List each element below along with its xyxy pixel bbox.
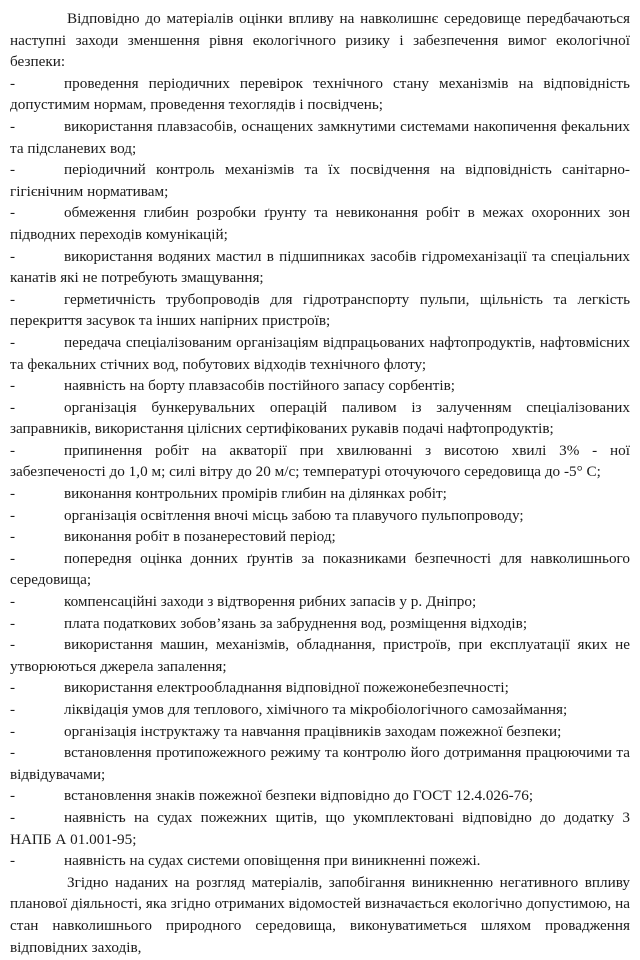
- measure-item: [10, 332, 630, 375]
- bullet-dash: -: [10, 722, 16, 740]
- measure-text: використання електрообладнання відповідної пожежонебезпечності;: [64, 679, 509, 697]
- measure-item: [10, 73, 630, 116]
- bullet-dash: -: [10, 549, 16, 567]
- measure-text: використання плавзасобів, оснащених замкнутими системами накопичення фекальних та підсланевих вод;: [10, 117, 630, 157]
- bullet-dash: -: [10, 593, 16, 611]
- bullet-dash: -: [10, 701, 16, 718]
- bullet-dash: -: [10, 787, 16, 805]
- measure-item: [10, 850, 630, 872]
- measure-item: [10, 440, 630, 483]
- measure-text: використання машин, механізмів, обладнання, пристроїв, при експлуатації яких не утворюються джерела запалення;: [10, 636, 630, 675]
- measures-list: [10, 73, 630, 872]
- bullet-dash: -: [10, 290, 16, 308]
- measure-text: організація освітлення вночі місць забою та плавучого пульпопроводу;: [64, 506, 524, 524]
- measure-item: [10, 526, 630, 548]
- bullet-dash: -: [10, 614, 16, 632]
- measure-text: припинення робіт на акваторії при хвилюванні з висотою хвилі 3% - ної забезпеченості до 1,0 м; силі вітру до 20 м/с; температурі оточуючого середовища до -5° С;: [10, 441, 630, 481]
- measure-item: [10, 591, 630, 613]
- bullet-dash: -: [10, 679, 16, 697]
- bullet-dash: -: [10, 161, 16, 179]
- measure-text: використання водяних мастил в підшипниках засобів гідромеханізації та спеціальних канатів які не потребують змащування;: [10, 247, 630, 287]
- measure-text: наявність на судах системи оповіщення при виникненні пожежі.: [64, 852, 481, 870]
- measure-text: виконання робіт в позанерестовий період;: [64, 528, 336, 546]
- measure-item: [10, 483, 630, 505]
- measure-text: обмеження глибин розробки ґрунту та невиконання робіт в межах охоронних зон підводних переходів комунікацій;: [10, 204, 630, 243]
- intro-paragraph: Відповідно до матеріалів оцінки впливу на навколишнє середовище передбачаються наступні заходи зменшення рівня екологічного ризику і забезпечення вимог екологічної безпеки:: [10, 10, 630, 71]
- measure-text: організація інструктажу та навчання працівників заходам пожежної безпеки;: [64, 722, 562, 740]
- bullet-dash: -: [10, 636, 16, 654]
- bullet-dash: -: [10, 204, 16, 222]
- bullet-dash: -: [10, 398, 16, 416]
- measure-item: [10, 116, 630, 159]
- measure-item: [10, 505, 630, 527]
- measure-text: встановлення знаків пожежної безпеки відповідно до ГОСТ 12.4.026-76;: [64, 787, 534, 805]
- bullet-dash: -: [10, 744, 16, 762]
- measure-item: [10, 613, 630, 635]
- bullet-dash: -: [10, 506, 16, 524]
- measure-text: попередня оцінка донних ґрунтів за показниками безпечності для навколишнього середовища;: [10, 549, 630, 589]
- measure-text: організація бункерувальних операцій паливом із залученням спеціалізованих заправників, використання цілісних сертифікованих рукавів подачі нафтопродуктів;: [10, 398, 630, 438]
- bullet-dash: -: [10, 117, 16, 135]
- measure-text: проведення періодичних перевірок технічного стану механізмів на відповідність допустимим нормам, проведення техоглядів і посвідчень;: [10, 74, 630, 114]
- bullet-dash: -: [10, 333, 16, 351]
- measure-text: передача спеціалізованим організаціям відпрацьованих нафтопродуктів, нафтовмісних та фекальних стічних вод, побутових відходів технічного флоту;: [10, 333, 630, 373]
- measure-item: [10, 785, 630, 807]
- measure-item: [10, 375, 630, 397]
- measure-text: компенсаційні заходи з відтворення рибних запасів у р. Дніпро;: [64, 593, 477, 611]
- bullet-dash: -: [10, 808, 16, 826]
- bullet-dash: -: [10, 485, 16, 503]
- measure-item: [10, 807, 630, 850]
- measure-text: періодичний контроль механізмів та їх посвідчення на відповідність санітарно-гігієнічним нормативам;: [10, 161, 630, 200]
- measure-item: [10, 202, 630, 245]
- measure-item: [10, 548, 630, 591]
- measure-text: плата податкових зобов’язань за забруднення вод, розміщення відходів;: [64, 614, 528, 632]
- measure-item: [10, 246, 630, 289]
- measure-item: [10, 289, 630, 332]
- bullet-dash: -: [10, 74, 16, 92]
- measure-text: наявність на судах пожежних щитів, що укомплектовані відповідно до додатку 3 НАПБ А 01.001-95;: [10, 808, 630, 848]
- measure-text: встановлення протипожежного режиму та контролю його дотримання працюючими та відвідувачами;: [10, 744, 630, 783]
- bullet-dash: -: [10, 852, 16, 870]
- measure-item: [10, 677, 630, 699]
- measure-text: виконання контрольних промірів глибин на ділянках робіт;: [64, 485, 447, 503]
- conclusion-paragraph: Згідно наданих на розгляд матеріалів, запобігання виникненню негативного впливу планової діяльності, яка згідно отриманих відомостей визначається екологічно допустимою, на стан навколишнього природного середовища, виконуватиметься шляхом провадження відповідних заходів,: [10, 873, 630, 956]
- bullet-dash: -: [10, 247, 16, 265]
- measure-item: [10, 699, 630, 721]
- measure-item: [10, 721, 630, 743]
- measure-text: герметичність трубопроводів для гідротранспорту пульпи, щільність та легкість перекриття засувок та інших напірних пристроїв;: [10, 290, 630, 330]
- bullet-dash: -: [10, 377, 16, 395]
- measure-text: наявність на борту плавзасобів постійного запасу сорбентів;: [64, 377, 455, 395]
- bullet-dash: -: [10, 441, 16, 459]
- bullet-dash: -: [10, 528, 16, 546]
- measure-item: [10, 397, 630, 440]
- measure-item: [10, 742, 630, 785]
- measure-text: ліквідація умов для теплового, хімічного та мікробіологічного самозаймання;: [64, 701, 568, 718]
- measure-item: [10, 159, 630, 202]
- measure-item: [10, 634, 630, 677]
